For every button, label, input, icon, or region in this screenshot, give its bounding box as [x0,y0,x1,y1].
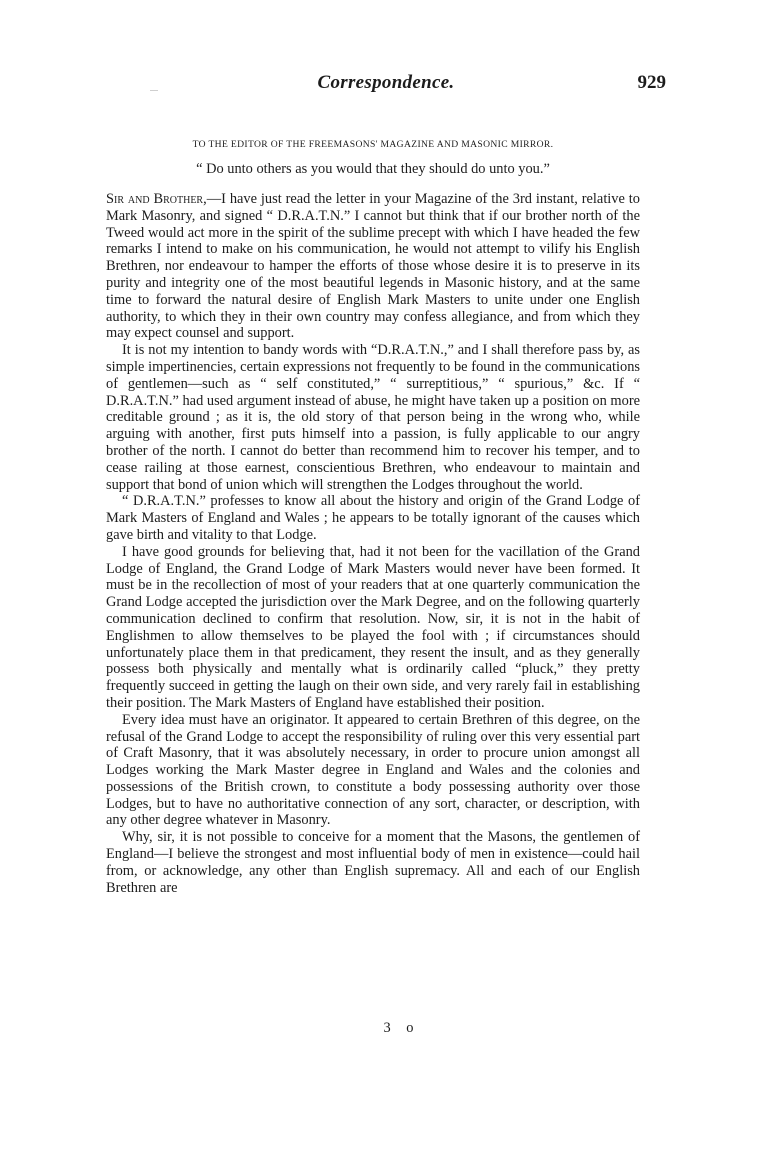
running-title: Correspondence. [317,72,455,93]
paragraph-6: Why, sir, it is not possible to conceive for a moment that the Masons, the gentlemen of England—I believe the strongest and most influential body of men in existence—could hail from, or acknowledge, any other than English supremacy. All and each of our English Brethren are [106,829,640,896]
page-number: 929 [637,72,666,93]
paragraph-5: Every idea must have an originator. It appeared to certain Brethren of this degree, on the refusal of the Grand Lodge to accept the responsibility of ruling over this very essential part of Craft Masonry, that it was absolutely necessary, in order to procure union amongst all Lodges working the Mark Master degree in England and Wales and the colonies and possessions of the British crown, to constitute a body possessing authority over those Lodges, but to have no authoritative connection of any sort, character, or description, with any other degree whatever in Masonry. [106,711,640,829]
paragraph-4: I have good grounds for believing that, had it not been for the vacillation of the Grand Lodge of England, the Grand Lodge of Mark Masters would never have been formed. It must be in the recollection of most of your readers that at one quarterly communication the Grand Lodge accepted the jurisdiction over the Mark Degree, and on the following quarterly communication declined to confirm that resolution. Now, sir, it is not in the habit of Englishmen to allow themselves to be played the fool with ; if circumstances should unfortunately place them in that predicament, they resent the insult, and as they generally possess both physically and mentally what is ordinarily called “pluck,” they pretty frequently succeed in getting the laugh on their own side, and very rarely fail in establishing their position. The Mark Masters of England have established their position. [106,543,640,711]
paragraph-2: It is not my intention to bandy words with “D.R.A.T.N.,” and I shall therefore pass by, as simple impertinencies, certain expressions not frequently to be found in the communications of gentlemen—such as “ self constituted,” “ surreptitious,” “ spurious,” &c. If “ D.R.A.T.N.” had used argument instead of abuse, he might have taken up a position on more creditable ground ; as it is, the old story of that person being in the wrong who, while arguing with another, first puts himself into a passion, is fully applicable to our angry brother of the north. I cannot do better than recommend him to recover his temper, and to cease railing at those earnest, conscientious Brethren, who endeavour to maintain and support that bond of union which will strengthen the Lodges throughout the world. [106,342,640,493]
letter-body [106,136,640,896]
signature-mark: 3 o [383,1020,420,1036]
paragraph-1-text: —I have just read the letter in your Magazine of the 3rd instant, relative to Mark Masonry, and signed “ D.R.A.T.N.” I cannot but think that if our brother north of the Tweed would act more in the spirit of the sublime precept with which I have headed the few remarks I intend to make on his communication, he would not attempt to vilify his English Brethren, nor endeavour to hamper the efforts of those whose desire it is to preserve in its purity and integrity one of the most beautiful legends in Masonic history, and at the same time to forward the natural desire of English Mark Masters to unite under one English authority, to which they in their own country may confess allegiance, and from which they may expect counsel and support. [106,191,641,342]
letter-epigraph: “ Do unto others as you would that they should do unto you.” [196,161,550,177]
paragraph-3: “ D.R.A.T.N.” professes to know all about the history and origin of the Grand Lodge of Mark Masters of England and Wales ; he appears to be totally ignorant of the causes which gave birth and vitality to that Lodge. [106,493,640,543]
letter-address: TO THE EDITOR OF THE FREEMASONS' MAGAZINE AND MASONIC MIRROR. [192,139,554,150]
salutation: Sir and Brother, [106,191,207,207]
running-head [106,72,666,102]
paragraph-1 [106,191,640,342]
